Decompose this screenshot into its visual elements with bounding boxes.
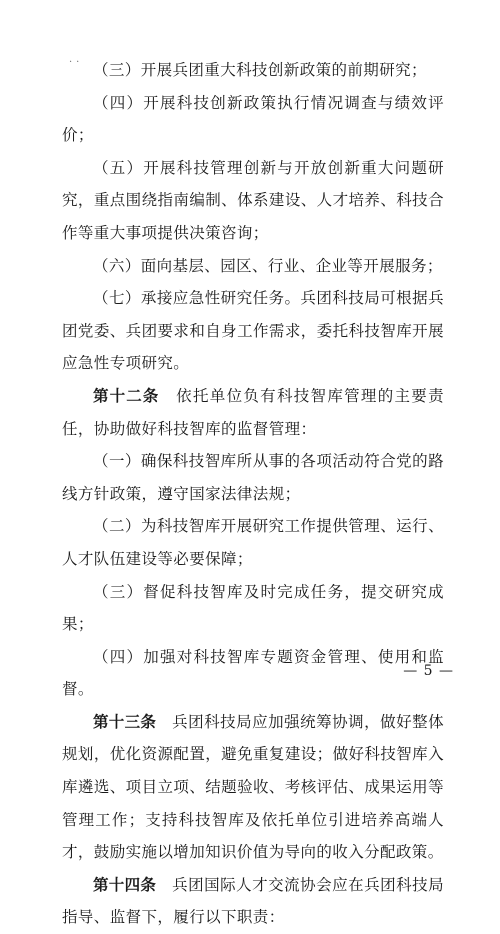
- paragraph-text: （六）面向基层、园区、行业、企业等开展服务；: [93, 256, 443, 275]
- paragraph-text: 依托单位负有科技智库管理的主要责任，协助做好科技智库的监督管理：: [62, 386, 444, 438]
- paragraph-text: 兵团国际人才交流协会应在兵团科技局指导、监督下，履行以下职责：: [62, 875, 444, 927]
- article-12: [62, 380, 444, 445]
- article-13: [62, 706, 444, 869]
- article-12-item-4: [62, 641, 444, 706]
- paragraph-text: （一）确保科技智库所从事的各项活动符合党的路线方针政策，遵守国家法律法规；: [62, 452, 444, 503]
- page-number: — 5 —: [403, 663, 454, 679]
- paragraph-text: （二）为科技智库开展研究工作提供管理、运行、人才队伍建设等必要保障；: [62, 517, 444, 568]
- paragraph-text: （三）开展兵团重大科技创新政策的前期研究；: [93, 61, 427, 79]
- article-12-item-3: [62, 576, 444, 641]
- paragraph-5: [62, 152, 444, 250]
- article-12-item-1: [62, 445, 444, 510]
- article-label: 第十二条: [93, 386, 160, 405]
- paragraph-text: （四）开展科技创新政策执行情况调查与绩效评价；: [62, 93, 444, 145]
- paragraph-4: [62, 87, 444, 152]
- paragraph-6: [62, 250, 444, 283]
- paragraph-text: （三）督促科技智库及时完成任务，提交研究成果；: [62, 582, 444, 634]
- article-12-item-2: [62, 510, 444, 575]
- paragraph-text: 兵团科技局应加强统筹协调，做好整体规划，优化资源配置，避免重复建设；做好科技智库入库遴选、项目立项、结题验收、考核评估、成果运用等管理工作；支持科技智库及依托单位引进培养高端人才，鼓励实施以增加知识价值为导向的收入分配政策。: [62, 712, 444, 862]
- paragraph-text: （七）承接应急性研究任务。兵团科技局可根据兵团党委、兵团要求和自身工作需求，委托科技智库开展应急性专项研究。: [62, 289, 444, 373]
- paragraph-text: （四）加强对科技智库专题资金管理、使用和监督。: [62, 647, 444, 699]
- article-label: 第十四条: [93, 875, 157, 894]
- paragraph-text: （五）开展科技管理创新与开放创新重大问题研究，重点围绕指南编制、体系建设、人才培养、科技合作等重大事项提供决策咨询；: [62, 158, 444, 242]
- article-14: [62, 869, 444, 934]
- paragraph-7: [62, 282, 444, 380]
- document-body: [62, 54, 444, 934]
- paragraph-3: [62, 54, 444, 87]
- article-label: 第十三条: [93, 712, 157, 731]
- scan-artifact-dots: · ·: [69, 57, 80, 68]
